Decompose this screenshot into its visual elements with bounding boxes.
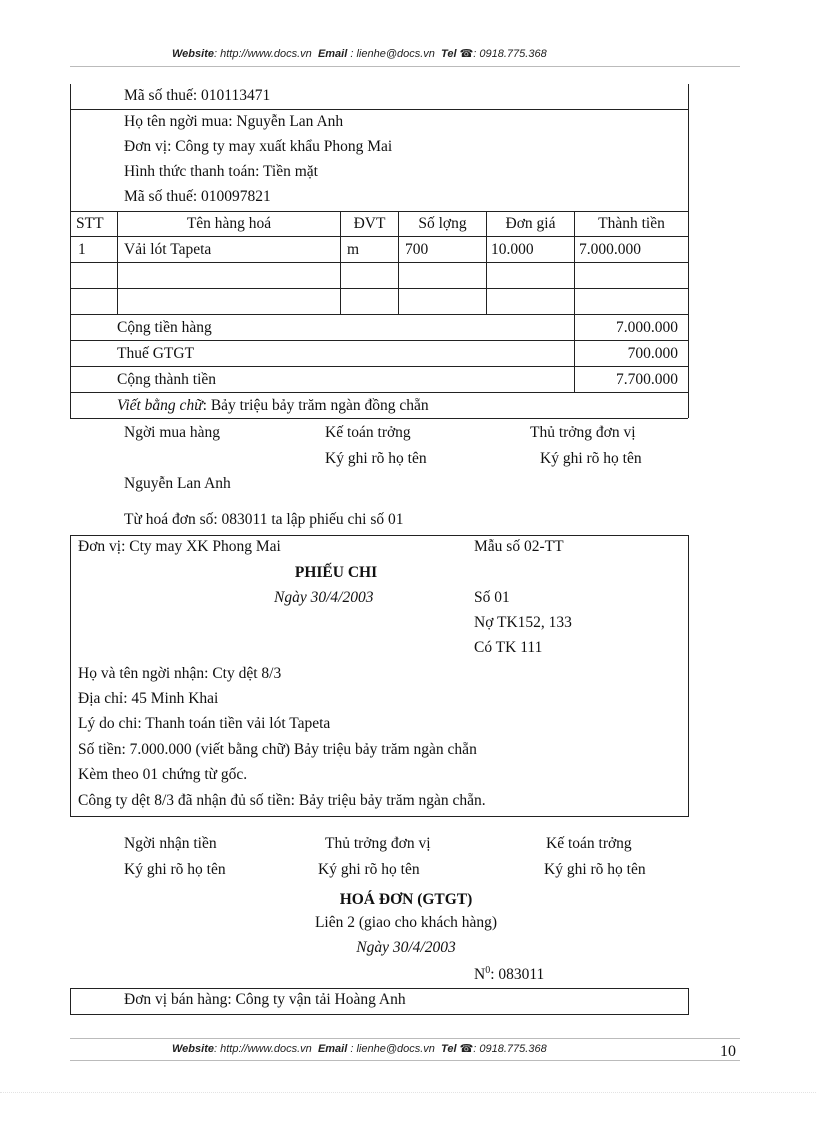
voucher-attachment: Kèm theo 01 chứng từ gốc.: [78, 766, 248, 783]
email-label: Email: [317, 1043, 348, 1055]
website-value: : http://www.docs.vn: [213, 48, 312, 60]
col-header-price: Đơn giá: [505, 215, 556, 232]
table-cell-qty: 700: [405, 241, 429, 258]
invoice2-date: Ngày 30/4/2003: [356, 939, 456, 956]
sign-head: Thủ trởng đơn vị: [530, 424, 636, 441]
invoice1-right-border: [688, 84, 689, 418]
buyer-tax-code: Mã số thuế: 010097821: [124, 188, 271, 205]
tel-value: : 0918.775.368: [473, 48, 547, 60]
tel-label: Tel: [441, 1043, 457, 1055]
phone-icon: ☎: [459, 48, 474, 60]
words-value: : Bảy triệu bảy trăm ngàn đồng chẵn: [202, 397, 429, 414]
voucher-receiver: Họ và tên ngời nhận: Cty dệt 8/3: [78, 665, 282, 682]
invoice1-line: [70, 314, 688, 315]
col-header-qty: Số lợng: [418, 215, 467, 232]
voucher-date: Ngày 30/4/2003: [274, 589, 374, 606]
vat-label: Thuế GTGT: [117, 345, 195, 362]
invoice2-copy: Liên 2 (giao cho khách hàng): [314, 914, 498, 931]
number-sup: 0: [485, 965, 491, 976]
invoice2-number: [474, 965, 544, 984]
invoice2-title: HOÁ ĐƠN (GTGT): [339, 891, 473, 908]
voucher-intro: Từ hoá đơn số: 083011 ta lập phiếu chi số 01: [124, 511, 404, 528]
sign2-receiver: Ngời nhận tiền: [124, 835, 217, 852]
page-header-top: [172, 47, 547, 60]
number-label: N: [474, 966, 486, 984]
table-cell-amount: 7.000.000: [579, 241, 641, 258]
col-separator: [574, 211, 575, 392]
invoice1-line: [70, 109, 688, 110]
invoice1-line: [70, 392, 688, 393]
page-bottom-dotted-line: [0, 1092, 816, 1093]
voucher-debit: Nợ TK152, 133: [474, 614, 572, 631]
col-header-stt: STT: [76, 215, 104, 232]
website-value: : http://www.docs.vn: [213, 1043, 312, 1055]
table-cell-stt: 1: [78, 241, 86, 258]
voucher-form: Mẫu số 02-TT: [474, 538, 564, 555]
sign2-accountant: Kế toán trởng: [546, 835, 632, 852]
website-label: Website: [172, 1043, 214, 1055]
sign-accountant: Kế toán trởng: [325, 424, 411, 441]
sign-head-note: Ký ghi rõ họ tên: [540, 450, 642, 467]
subtotal-value: 7.000.000: [616, 319, 678, 336]
col-header-amount: Thành tiền: [598, 215, 665, 232]
page-number: 10: [720, 1043, 736, 1060]
invoice1-left-border: [70, 84, 71, 418]
col-header-item: Tên hàng hoá: [186, 215, 272, 232]
voucher-reason: Lý do chi: Thanh toán tiền vải lót Tapeta: [78, 715, 331, 732]
voucher-number: Số 01: [474, 589, 510, 606]
table-cell-price: 10.000: [491, 241, 534, 258]
number-value: : 083011: [490, 966, 545, 984]
footer-rule-bottom: [70, 1060, 740, 1061]
invoice1-line: [70, 418, 688, 419]
vat-value: 700.000: [627, 345, 678, 362]
buyer-name: Họ tên ngời mua: Nguyễn Lan Anh: [124, 113, 344, 130]
voucher-received: Công ty dệt 8/3 đã nhận đủ số tiền: Bảy triệu bảy trăm ngàn chẵn.: [78, 792, 486, 809]
sign2-note-2: Ký ghi rõ họ tên: [318, 861, 420, 878]
invoice2-seller: Đơn vị bán hàng: Công ty vận tải Hoàng Anh: [124, 991, 406, 1008]
voucher-address: Địa chỉ: 45 Minh Khai: [78, 690, 219, 707]
total-label: Cộng thành tiền: [117, 371, 217, 388]
sign2-note-3: Ký ghi rõ họ tên: [544, 861, 646, 878]
tel-label: Tel: [441, 48, 457, 60]
voucher-credit: Có TK 111: [474, 639, 543, 656]
table-cell-item: Vải lót Tapeta: [124, 241, 212, 258]
payment-method: Hình thức thanh toán: Tiền mặt: [124, 163, 318, 180]
amount-in-words: [117, 397, 429, 415]
page-header-bottom: [172, 1042, 547, 1055]
table-cell-unit: m: [347, 241, 360, 258]
buyer-unit: Đơn vị: Công ty may xuất khẩu Phong Mai: [124, 138, 393, 155]
phone-icon: ☎: [459, 1043, 474, 1055]
total-value: 7.700.000: [616, 371, 678, 388]
invoice1-line: [70, 288, 688, 289]
invoice1-line: [70, 366, 688, 367]
sign-buyer: Ngời mua hàng: [124, 424, 221, 441]
sign-accountant-note: Ký ghi rõ họ tên: [325, 450, 427, 467]
words-label: Viết bằng chữ: [117, 397, 203, 414]
email-label: Email: [317, 48, 348, 60]
sign-buyer-name: Nguyễn Lan Anh: [124, 475, 231, 492]
website-label: Website: [172, 48, 214, 60]
invoice1-line: [70, 340, 688, 341]
invoice1-line: [70, 236, 688, 237]
invoice1-line: [70, 211, 688, 212]
invoice1-line: [70, 262, 688, 263]
sign2-head: Thủ trởng đơn vị: [325, 835, 431, 852]
subtotal-label: Cộng tiền hàng: [117, 319, 212, 336]
header-rule: [70, 66, 740, 67]
email-value: : lienhe@docs.vn: [350, 1043, 435, 1055]
tel-value: : 0918.775.368: [473, 1043, 547, 1055]
seller-tax-code: Mã số thuế: 010113471: [124, 87, 271, 104]
col-header-unit: ĐVT: [353, 215, 386, 232]
sign2-note-1: Ký ghi rõ họ tên: [124, 861, 226, 878]
voucher-unit: Đơn vị: Cty may XK Phong Mai: [78, 538, 281, 555]
email-value: : lienhe@docs.vn: [350, 48, 435, 60]
voucher-title: PHIẾU CHI: [294, 564, 378, 581]
footer-rule: [70, 1038, 740, 1039]
voucher-amount: Số tiền: 7.000.000 (viết bằng chữ) Bảy triệu bảy trăm ngàn chẵn: [78, 741, 477, 758]
